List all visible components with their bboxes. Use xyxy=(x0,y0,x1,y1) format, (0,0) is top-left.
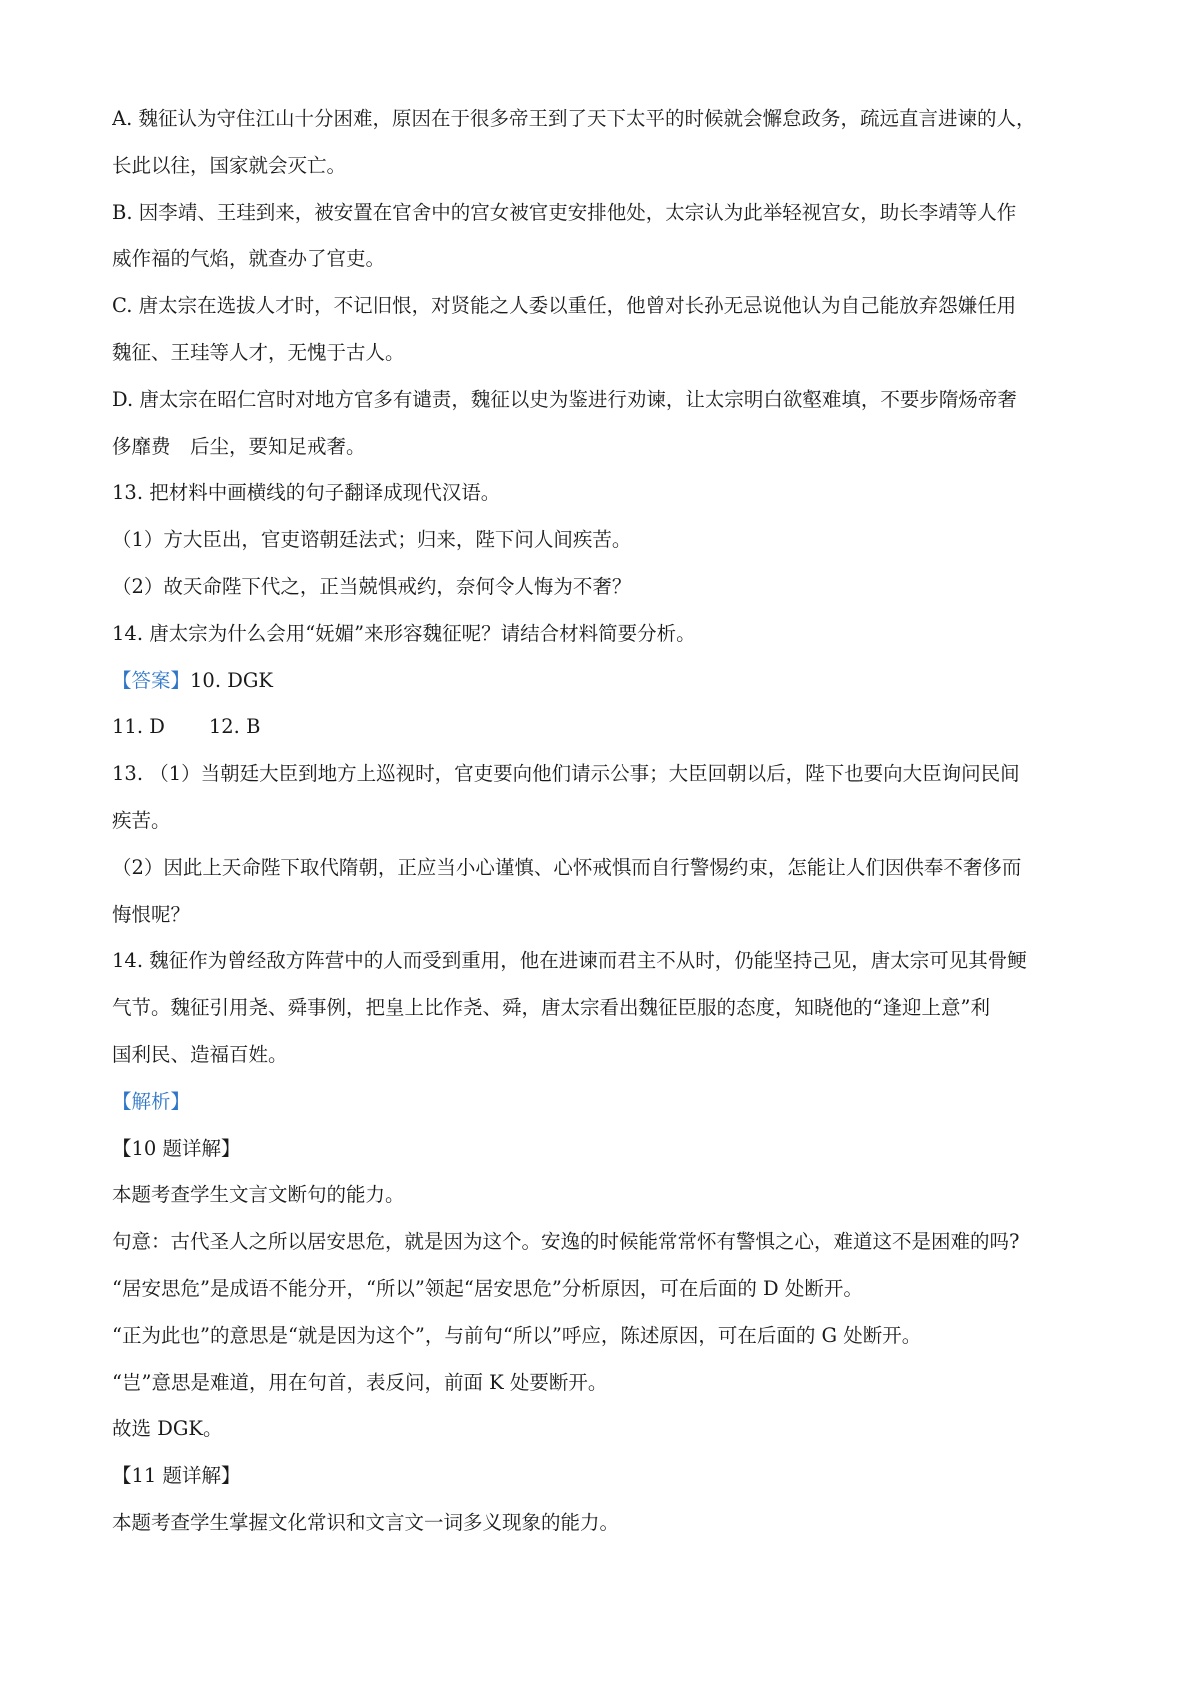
question-13-part-2: （2）故天命陛下代之，正当兢惧戒约，奈何令人悔为不奢？ xyxy=(112,574,632,598)
answer-tag: 【答案】 xyxy=(112,668,191,692)
analysis-tag: 【解析】 xyxy=(112,1089,191,1113)
answer-12: 12. B xyxy=(208,715,261,739)
question-13: 13. 把材料中画横线的句子翻译成现代汉语。 xyxy=(112,481,501,505)
option-a-line-1: A. 魏征认为守住江山十分困难，原因在于很多帝王到了天下太平的时候就会懈怠政务，疏远直言进谏的人， xyxy=(112,107,1036,130)
option-c-line-1: C. 唐太宗在选拔人才时，不记旧恨，对贤能之人委以重任，他曾对长孙无忌说他认为自己能放弃怨嫌任用 xyxy=(112,294,1017,318)
answer-13-1-line-1: 13. （1）当朝廷大臣到地方上巡视时，官吏要向他们请示公事；大臣回朝以后，陛下也要向大臣询问民间 xyxy=(112,762,1020,786)
option-a-line-2: 长此以往，国家就会灭亡。 xyxy=(112,153,347,177)
answer-11: 11. D xyxy=(112,715,165,739)
analysis-10-p2: 句意：古代圣人之所以居安思危，就是因为这个。安逸的时候能常常怀有警惧之心，难道这不是困难的吗? xyxy=(112,1230,1020,1254)
analysis-10-p6: 故选 DGK。 xyxy=(112,1417,223,1441)
analysis-10-p4: “正为此也”的意思是“就是因为这个”，与前句“所以”呼应，陈述原因，可在后面的 G 处断开。 xyxy=(112,1323,922,1347)
answer-13-2-line-2: 悔恨呢？ xyxy=(112,902,191,926)
answer-13-2-line-1: （2）因此上天命陛下取代隋朝，正应当小心谨慎、心怀戒惧而自行警惕约束，怎能让人们因供奉不奢侈而 xyxy=(112,855,1022,879)
answer-14-line-2: 气节。魏征引用尧、舜事例，把皇上比作尧、舜，唐太宗看出魏征臣服的态度，知晓他的“逢迎上意”利 xyxy=(112,996,990,1020)
document-page xyxy=(112,96,1102,1547)
option-d-line-1: D. 唐太宗在昭仁宫时对地方官多有谴责，魏征以史为鉴进行劝谏，让太宗明白欲壑难填，不要步隋炀帝奢 xyxy=(112,387,1017,411)
analysis-10-p1: 本题考查学生文言文断句的能力。 xyxy=(112,1183,405,1207)
option-c-line-2: 魏征、王珪等人才，无愧于古人。 xyxy=(112,340,405,364)
answer-line-10 xyxy=(112,658,1102,705)
analysis-heading-11: 【11 题详解】 xyxy=(112,1464,241,1488)
answer-13-1-line-2: 疾苦。 xyxy=(112,808,171,832)
analysis-10-p3: “居安思危”是成语不能分开，“所以”领起“居安思危”分析原因，可在后面的 D 处断开。 xyxy=(112,1276,863,1300)
question-14: 14. 唐太宗为什么会用“妩媚”来形容魏征呢？请结合材料简要分析。 xyxy=(112,621,696,645)
option-d-line-2: 侈靡费 后尘，要知足戒奢。 xyxy=(112,434,366,458)
analysis-10-p5: “岂”意思是难道，用在句首，表反问，前面 K 处要断开。 xyxy=(112,1370,608,1394)
answer-14-line-1: 14. 魏征作为曾经敌方阵营中的人而受到重用，他在进谏而君主不从时，仍能坚持己见，唐太宗可见其骨鲠 xyxy=(112,949,1027,973)
answer-14-line-3: 国利民、造福百姓。 xyxy=(112,1042,288,1066)
option-b-line-2: 威作福的气焰，就查办了官吏。 xyxy=(112,247,386,271)
analysis-11-p1: 本题考查学生掌握文化常识和文言文一词多义现象的能力。 xyxy=(112,1510,620,1534)
answer-line-11-12 xyxy=(112,704,1102,751)
question-13-part-1: （1）方大臣出，官吏谘朝廷法式；归来，陛下问人间疾苦。 xyxy=(112,528,632,552)
option-b-line-1: B. 因李靖、王珪到来，被安置在官舍中的宫女被官吏安排他处，太宗认为此举轻视宫女，助长李靖等人作 xyxy=(112,200,1017,224)
analysis-heading-10: 【10 题详解】 xyxy=(112,1136,241,1160)
answer-10: 10. DGK xyxy=(190,668,274,692)
